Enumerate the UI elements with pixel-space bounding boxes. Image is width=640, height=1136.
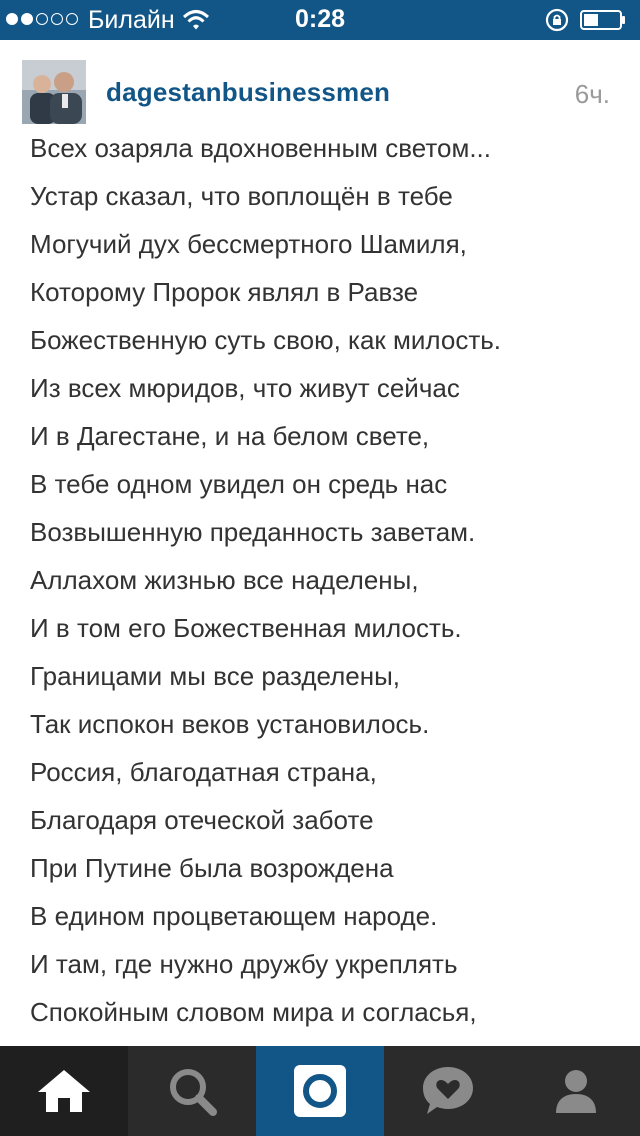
heart-bubble-icon xyxy=(421,1065,475,1117)
caption-line: Благодаря отеческой заботе xyxy=(30,805,374,835)
search-icon xyxy=(166,1065,218,1117)
status-time: 0:28 xyxy=(294,5,346,33)
caption-line: Так испокон веков установилось. xyxy=(30,709,430,739)
caption-line: Границами мы все разделены, xyxy=(30,661,401,691)
caption-line: И там, где нужно дружбу укреплять xyxy=(30,949,458,979)
tab-bar xyxy=(0,1046,640,1136)
caption-line: В тебе одном увидел он средь нас xyxy=(30,469,448,499)
caption-line: Аллахом жизнью все наделены, xyxy=(30,565,419,595)
carrier-name: Билайн xyxy=(88,6,175,34)
username-link[interactable]: dagestanbusinessmen xyxy=(106,77,391,107)
tab-camera[interactable] xyxy=(256,1046,384,1136)
post-caption xyxy=(0,133,640,1046)
avatar[interactable] xyxy=(22,60,86,124)
caption-line: И в Дагестане, и на белом свете, xyxy=(30,421,430,451)
caption-line: Россия, благодатная страна, xyxy=(30,757,377,787)
camera-icon xyxy=(293,1064,347,1118)
caption-line: Которому Пророк являл в Равзе xyxy=(30,277,419,307)
status-bar xyxy=(0,0,640,40)
caption-line: Божественную суть свою, как милость. xyxy=(30,325,502,355)
home-icon xyxy=(36,1068,92,1114)
caption-line: При Путине была возрождена xyxy=(30,853,394,883)
caption-line: Из всех мюридов, что живут сейчас xyxy=(30,373,460,403)
caption-lines xyxy=(30,124,501,1084)
tab-activity[interactable] xyxy=(384,1046,512,1136)
caption-line: Возвышенную преданность заветам. xyxy=(30,517,476,547)
tab-profile[interactable] xyxy=(512,1046,640,1136)
caption-line: И в том его Божественная милость. xyxy=(30,613,462,643)
post-timestamp: 6ч. xyxy=(574,79,610,109)
caption-line: Спокойным словом мира и согласья, xyxy=(30,997,477,1027)
caption-line: Могучий дух бессмертного Шамиля, xyxy=(30,229,467,259)
tab-search[interactable] xyxy=(128,1046,256,1136)
rotation-lock-icon xyxy=(545,8,569,32)
caption-line: Устар сказал, что воплощён в тебе xyxy=(30,181,453,211)
tab-home[interactable] xyxy=(0,1046,128,1136)
caption-line: Всех озаряла вдохновенным светом... xyxy=(30,133,492,163)
profile-icon xyxy=(552,1067,600,1115)
battery-icon xyxy=(580,10,626,30)
caption-line: В едином процветающем народе. xyxy=(30,901,438,931)
